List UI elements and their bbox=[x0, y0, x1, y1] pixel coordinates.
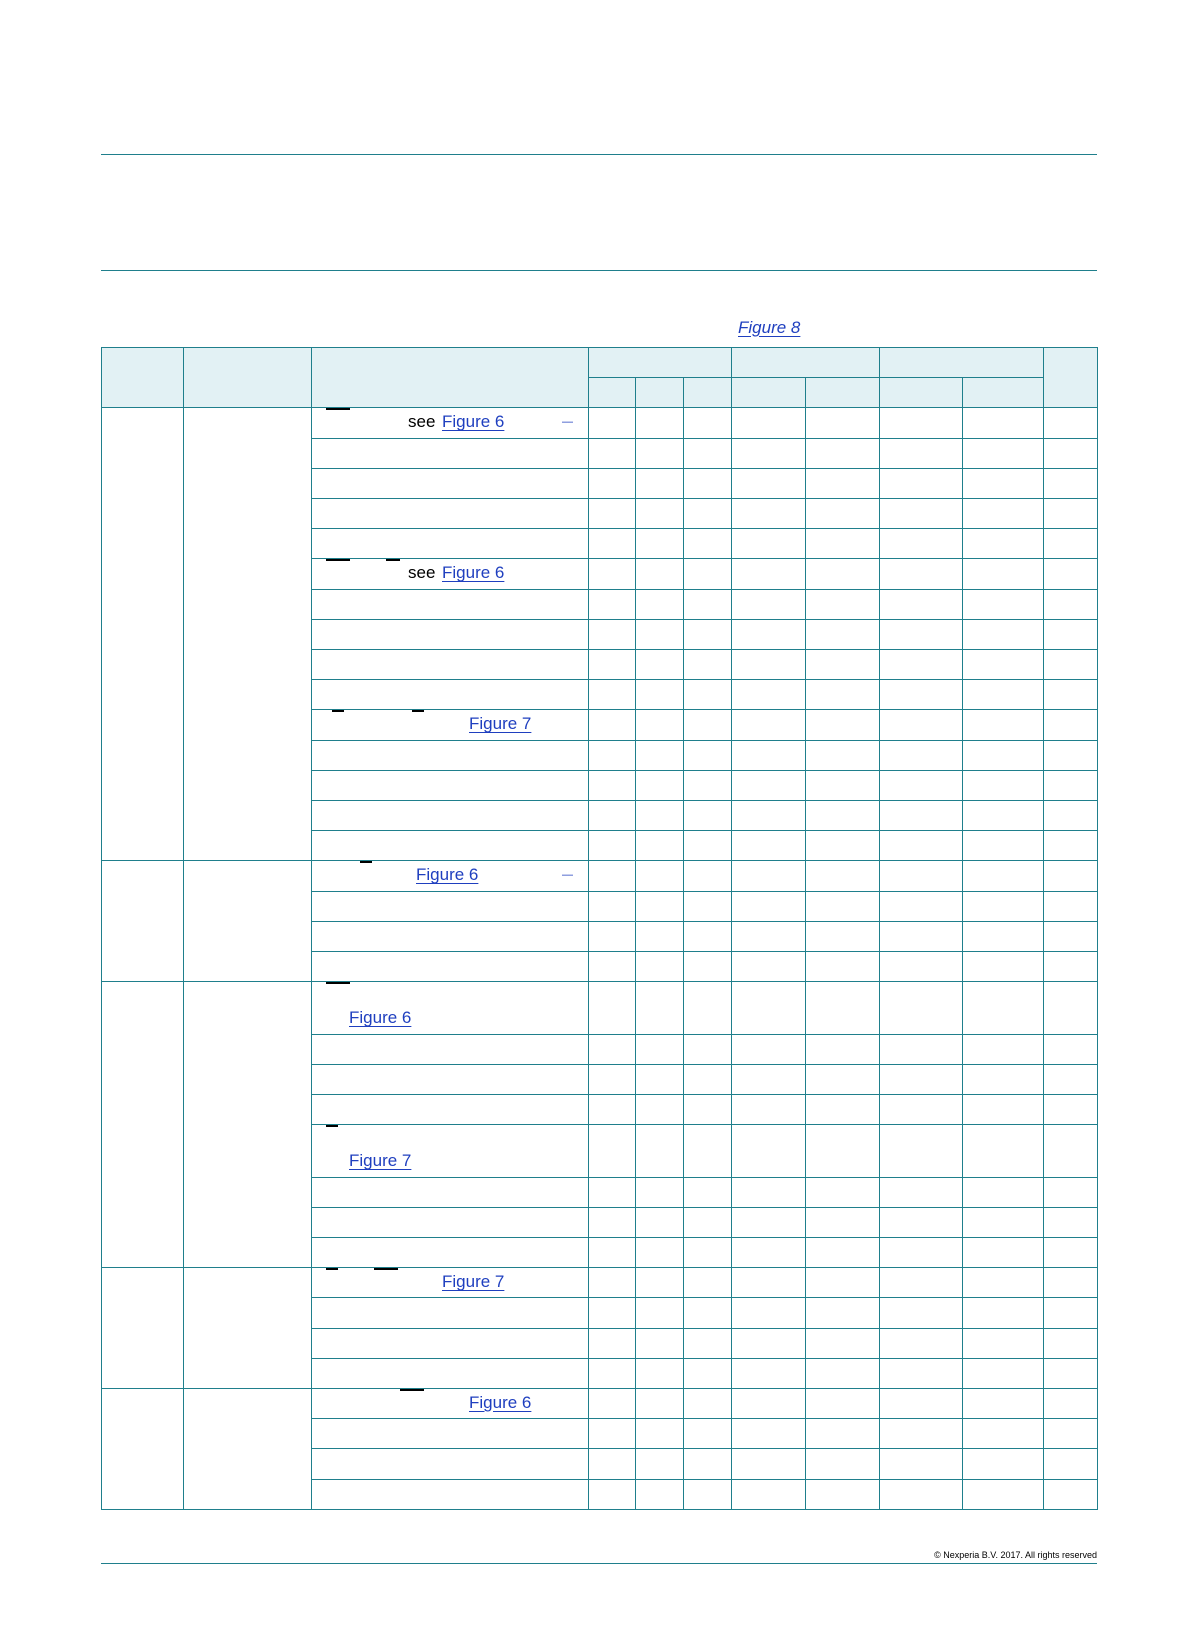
figure-7-link[interactable]: Figure 7 bbox=[442, 1272, 505, 1292]
condition-cell bbox=[312, 1207, 589, 1237]
overbar-mark bbox=[326, 559, 350, 561]
header-cell-group-c bbox=[880, 348, 1044, 378]
condition-cell bbox=[312, 438, 589, 468]
condition-cell bbox=[312, 1177, 589, 1207]
condition-cell bbox=[312, 1125, 589, 1177]
table-header-row-1 bbox=[102, 348, 1098, 378]
overbar-mark bbox=[360, 861, 372, 863]
condition-cell bbox=[312, 831, 589, 861]
symbol-cell bbox=[102, 861, 184, 982]
header-cell-conditions bbox=[312, 348, 589, 408]
condition-cell bbox=[312, 952, 589, 982]
table-row bbox=[102, 861, 1098, 891]
header-cell-min-b bbox=[732, 378, 806, 408]
condition-cell bbox=[312, 1034, 589, 1064]
overbar-mark bbox=[326, 1268, 338, 1270]
symbol-cell bbox=[102, 1389, 184, 1510]
condition-cell bbox=[312, 740, 589, 770]
value-cell bbox=[806, 408, 880, 438]
figure-8-link[interactable]: Figure 8 bbox=[738, 318, 801, 337]
header-cell-group-b bbox=[732, 348, 880, 378]
table-row bbox=[102, 1268, 1098, 1298]
condition-cell bbox=[312, 770, 589, 800]
trailing-mark: — bbox=[562, 869, 573, 882]
figure-7-link[interactable]: Figure 7 bbox=[349, 1151, 412, 1171]
table-row bbox=[102, 1389, 1098, 1419]
value-cell bbox=[636, 408, 684, 438]
condition-cell bbox=[312, 1479, 589, 1509]
overbar-mark bbox=[374, 1268, 398, 1270]
figure-6-link[interactable]: Figure 6 bbox=[442, 563, 505, 583]
condition-cell bbox=[312, 650, 589, 680]
header-cell-unit bbox=[1044, 348, 1098, 408]
dynamic-characteristics-table bbox=[101, 347, 1098, 1510]
header-cell-symbol bbox=[102, 348, 184, 408]
parameter-cell bbox=[184, 408, 312, 861]
value-cell bbox=[684, 408, 732, 438]
symbol-cell bbox=[102, 408, 184, 861]
condition-cell bbox=[312, 408, 589, 438]
condition-cell bbox=[312, 529, 589, 559]
figure-6-link[interactable]: Figure 6 bbox=[416, 865, 479, 885]
condition-cell bbox=[312, 468, 589, 498]
footer-rule bbox=[101, 1563, 1097, 1564]
figure-6-link[interactable]: Figure 6 bbox=[469, 1393, 532, 1413]
condition-cell bbox=[312, 891, 589, 921]
parameter-cell bbox=[184, 861, 312, 982]
value-cell bbox=[732, 408, 806, 438]
condition-cell bbox=[312, 1298, 589, 1328]
see-text: see bbox=[408, 563, 436, 583]
condition-cell bbox=[312, 1268, 589, 1298]
condition-cell bbox=[312, 710, 589, 740]
unit-cell bbox=[1044, 408, 1098, 438]
table-row bbox=[102, 982, 1098, 1034]
overbar-mark bbox=[400, 1389, 424, 1391]
condition-cell bbox=[312, 559, 589, 589]
condition-cell bbox=[312, 589, 589, 619]
header-rule-top bbox=[101, 154, 1097, 155]
table-row bbox=[102, 408, 1098, 438]
condition-cell bbox=[312, 1449, 589, 1479]
header-cell-max-c bbox=[963, 378, 1044, 408]
figure-7-link[interactable]: Figure 7 bbox=[469, 714, 532, 734]
value-cell bbox=[589, 408, 636, 438]
condition-cell bbox=[312, 1389, 589, 1419]
condition-cell bbox=[312, 1328, 589, 1358]
overbar-mark bbox=[386, 559, 400, 561]
overbar-mark bbox=[326, 1125, 338, 1127]
figure-6-link[interactable]: Figure 6 bbox=[349, 1008, 412, 1028]
condition-cell bbox=[312, 801, 589, 831]
condition-cell bbox=[312, 921, 589, 951]
overbar-mark bbox=[332, 710, 344, 712]
condition-cell bbox=[312, 1238, 589, 1268]
footer-copyright: © Nexperia B.V. 2017. All rights reserved bbox=[934, 1550, 1097, 1560]
condition-cell bbox=[312, 1064, 589, 1094]
header-cell-max bbox=[684, 378, 732, 408]
header-rule-bottom bbox=[101, 270, 1097, 271]
figure-6-link[interactable]: Figure 6 bbox=[442, 412, 505, 432]
overbar-mark bbox=[412, 710, 424, 712]
symbol-cell bbox=[102, 982, 184, 1268]
header-cell-min bbox=[589, 378, 636, 408]
header-cell-min-c bbox=[880, 378, 963, 408]
condition-cell bbox=[312, 499, 589, 529]
header-cell-typ bbox=[636, 378, 684, 408]
condition-cell bbox=[312, 982, 589, 1034]
overbar-mark bbox=[326, 982, 350, 984]
header-cell-max-b bbox=[806, 378, 880, 408]
header-cell-parameter bbox=[184, 348, 312, 408]
condition-cell bbox=[312, 619, 589, 649]
see-text: see bbox=[408, 412, 436, 432]
overbar-mark bbox=[326, 408, 350, 410]
condition-cell bbox=[312, 861, 589, 891]
parameter-cell bbox=[184, 982, 312, 1268]
symbol-cell bbox=[102, 1268, 184, 1389]
value-cell bbox=[963, 408, 1044, 438]
parameter-cell bbox=[184, 1389, 312, 1510]
parameter-cell bbox=[184, 1268, 312, 1389]
value-cell bbox=[880, 408, 963, 438]
trailing-mark: — bbox=[562, 416, 573, 429]
condition-cell bbox=[312, 1358, 589, 1388]
condition-cell bbox=[312, 1419, 589, 1449]
condition-cell bbox=[312, 680, 589, 710]
header-cell-group-a bbox=[589, 348, 732, 378]
condition-cell bbox=[312, 1095, 589, 1125]
